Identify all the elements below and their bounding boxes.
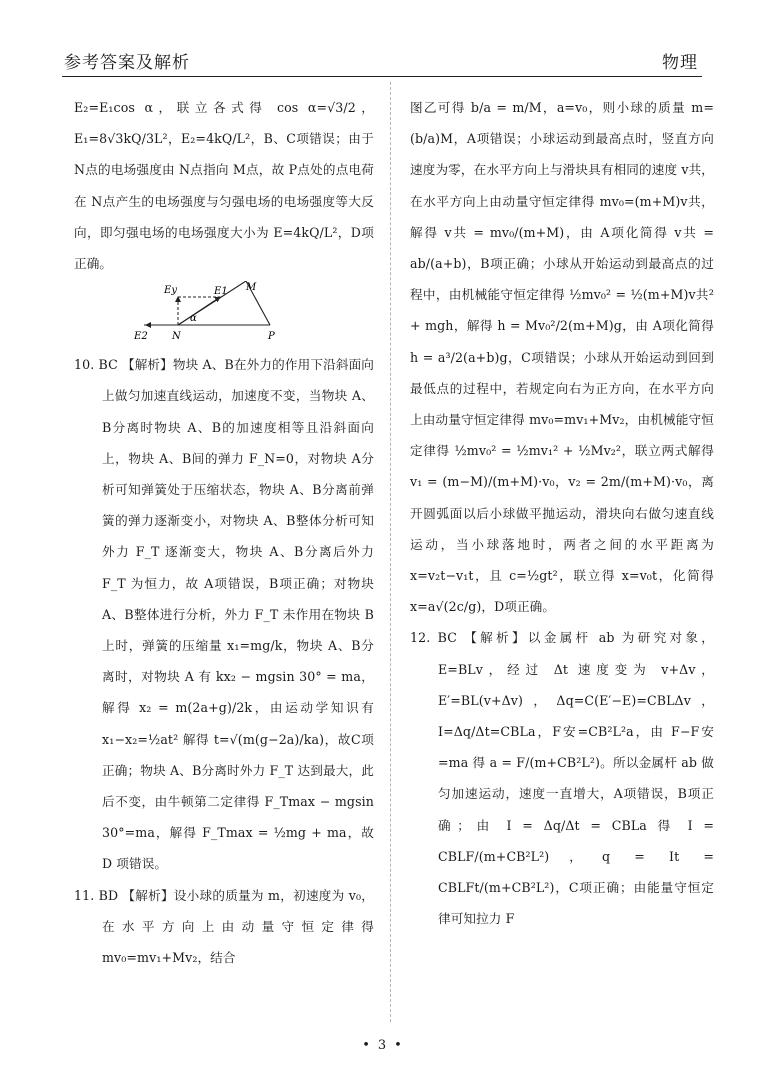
vector-e1	[178, 297, 220, 325]
label-alpha: α	[190, 313, 197, 325]
answer-9-continuation: E₂=E₁cos α，联立各式得 cos α=√3/2，E₁=8√3kQ/3L²，E₂=4kQ/L²，B、C项错误；由于 N点的电场强度由 N点指向 M点，故 P点处的点电荷在 N点产生的电场强度与匀强电场的电场强度等大反向，即匀强电场的电场强度大小为 E=4kQ/L²，D项正确。	[74, 100, 374, 272]
answer-12: 12. BC 【解析】以金属杆 ab 为研究对象，E=BLv，经过 Δt 速度变为 v+Δv，E′=BL(v+Δv)，Δq=C(E′−E)=CBLΔv，I=Δq/Δt=CBLa，F安=CB²L²a，由 F−F安=ma 得 a = F/(m+CB²L²)。所以金属杆 ab 做匀加速运动，速度一直增大，A项错误，B项正确；由 I = Δq/Δt = CBLa 得 I = CBLF/(m+CB²L²)，q = It = CBLFt/(m+CB²L²)，C项正确；由能量守恒定律可知拉力 F	[410, 630, 714, 927]
label-e1: E1	[214, 286, 228, 298]
left-column	[74, 92, 374, 973]
field-vector-diagram	[134, 281, 294, 345]
header-title: 参考答案及解析	[64, 53, 190, 73]
label-e2: E2	[134, 331, 148, 343]
page-header	[62, 42, 702, 77]
answer-11-continuation: 图乙可得 b/a = m/M，a=v₀，则小球的质量 m=(b/a)M，A项错误；小球运动到最高点时，竖直方向速度为零，在水平方向上与滑块具有相同的速度 v共，在水平方向上由动量守恒定律得 mv₀=(m+M)v共，解得 v共 = mv₀/(m+M)，由 A项化简得 v共 = ab/(a+b)，B项正确；小球从开始运动到最高点的过程中，由机械能守恒定律得 ½mv₀² = ½(m+M)v共² + mgh，解得 h = Mv₀²/2(m+M)g，由 A项化简得 h = a³/2(a+b)g，C项错误；小球从开始运动到回到最低点的过程中，若规定向右为正方向，在水平方向上由动量守恒定律得 mv₀=mv₁+Mv₂，由机械能守恒定律得 ½mv₀² = ½mv₁² + ½Mv₂²，联立两式解得 v₁ = (m−M)/(m+M)·v₀，v₂ = 2m/(m+M)·v₀，离开圆弧面以后小球做平抛运动，滑块向右做匀速直线运动，当小球落地时，两者之间的水平距离为 x=v₂t−v₁t，且 c=½gt²，联立得 x=v₀t，化简得 x=a√(2c/g)，D项正确。	[410, 100, 714, 615]
answer-11-start: 11. BD 【解析】设小球的质量为 m，初速度为 v₀，在水平方向上由动量守恒定律得 mv₀=mv₁+Mv₂，结合	[74, 887, 374, 966]
label-p: P	[268, 331, 275, 343]
page-footer: • 3 •	[362, 1038, 402, 1053]
right-column	[410, 92, 714, 934]
label-m: M	[246, 282, 257, 294]
header-subject: 物理	[662, 53, 698, 73]
column-divider	[390, 82, 391, 1022]
page-number: 3	[377, 1038, 387, 1053]
answer-10: 10. BC 【解析】物块 A、B在外力的作用下沿斜面向上做匀加速直线运动，加速度不变，当物块 A、B分离时物块 A、B的加速度相等且沿斜面向上，物块 A、B间的弹力 F_N=0，对物块 A分析可知弹簧处于压缩状态，物块 A、B分离前弹簧的弹力逐渐变小，对物块 A、B整体分析可知外力 F_T 逐渐变大，物块 A、B分离后外力 F_T 为恒力，故 A项错误，B项正确；对物块 A、B整体进行分析，外力 F_T 未作用在物块 B上时，弹簧的压缩量 x₁=mg/k，物块 A、B分离时，对物块 A 有 kx₂ − mgsin 30° = ma，解得 x₂ = m(2a+g)/2k，由运动学知识有 x₁−x₂=½at² 解得 t=√(m(g−2a)/ka)，故C项正确；物块 A、B分离时外力 F_T 达到最大，此后不变，由牛顿第二定律得 F_Tmax − mgsin 30°=ma，解得 F_Tmax = ½mg + ma，故 D 项错误。	[74, 357, 374, 872]
label-n: N	[172, 331, 181, 343]
label-ey: Ey	[164, 285, 178, 297]
